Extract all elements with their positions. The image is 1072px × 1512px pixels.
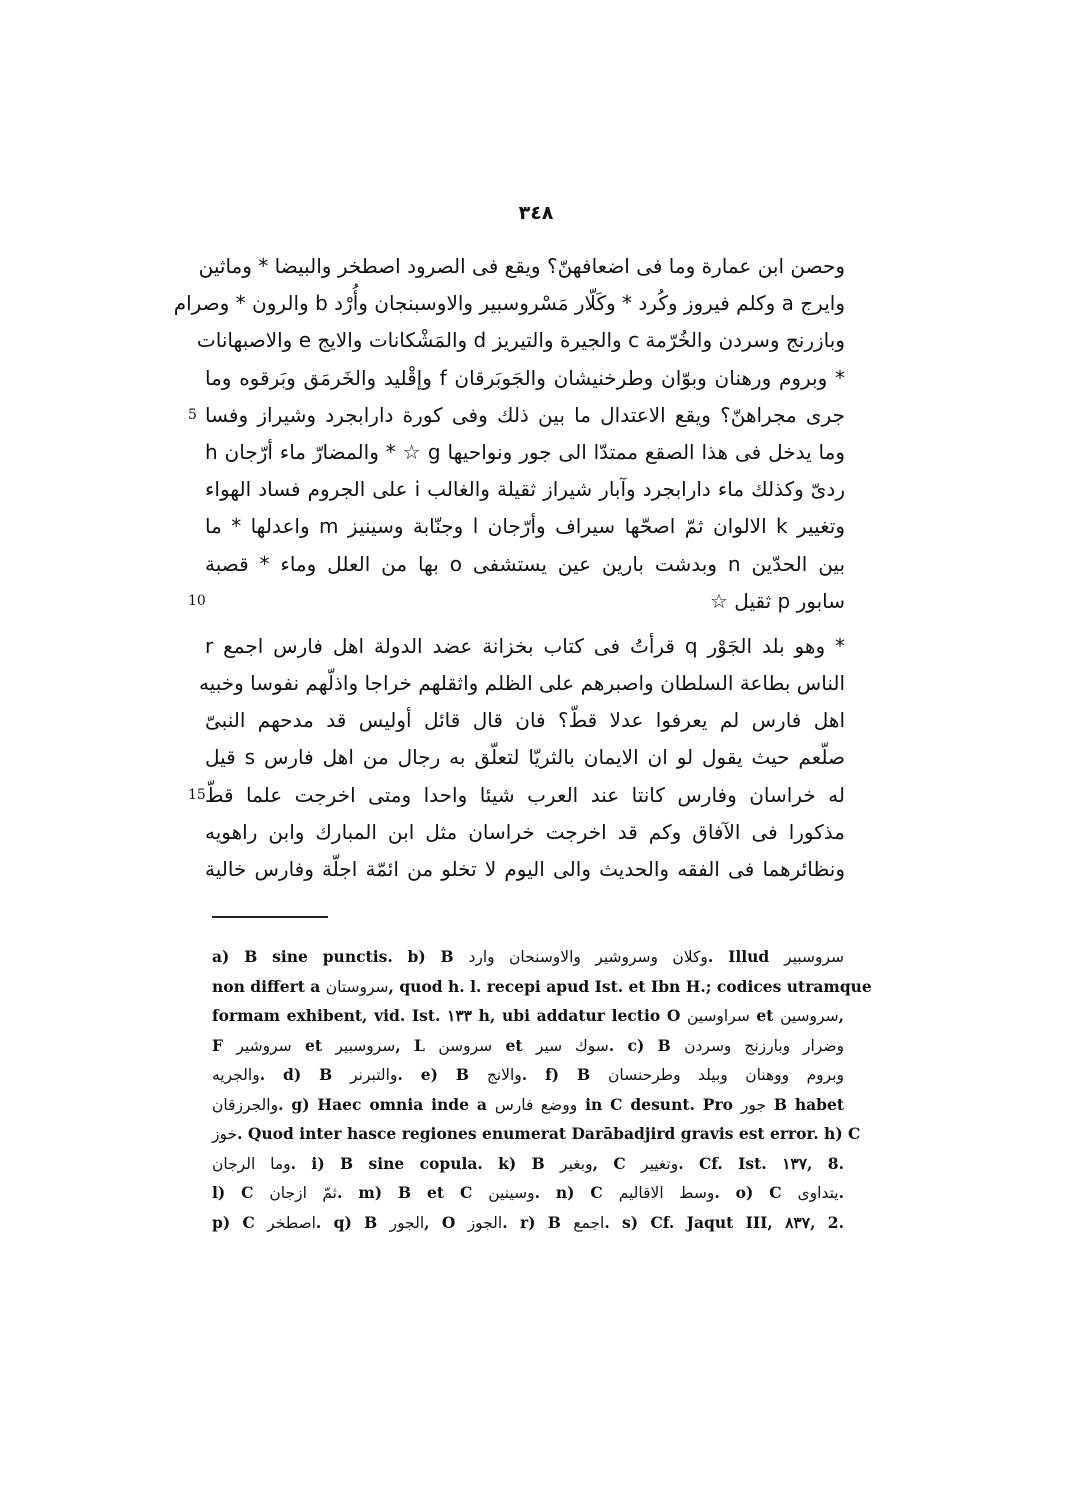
- footnote-text: . r) B: [502, 1212, 574, 1232]
- footnote-line: [212, 1149, 844, 1179]
- line-text: وحصن ابن عمارة وما فى اضعافهنّ؟ ويقع فى الصرود اصطخر والبيضا * وماثين: [198, 254, 845, 278]
- arabic-variant: والانج: [486, 1066, 522, 1084]
- footnote-text: , O: [424, 1212, 468, 1232]
- footnote-text: in C desunt. Pro: [577, 1094, 741, 1114]
- footnote-text: . m) B et C: [337, 1183, 489, 1202]
- arabic-variant: الجور: [389, 1213, 425, 1232]
- paragraph-gap: [205, 620, 845, 628]
- text-line: [188, 397, 845, 434]
- footnote-text: . s) Cf. Jaqut III, ٨٣٧, 2.: [604, 1212, 844, 1232]
- footnote-text: . Cf. Ist. ١٣٧, 8.: [678, 1153, 844, 1173]
- footnote-text: , L: [395, 1035, 439, 1055]
- arabic-variant: الجوز: [467, 1213, 503, 1232]
- line-text: وبازرنج وسردن والخُرّمة c والجيرة والتيريز d والمَشْكانات والايج e والاصبهانات: [196, 328, 845, 353]
- footnote-line: [212, 1178, 844, 1208]
- arabic-variant: والجرزقان: [212, 1095, 279, 1114]
- footnote-text: F: [212, 1035, 237, 1055]
- line-text: وتغيير k الالوان ثمّ اصحّها سيراف وأرّجان l وجنّابة وسينيز m واعدلها * ما: [205, 514, 845, 539]
- arabic-variant: والتبرنر: [350, 1066, 398, 1084]
- text-line: [198, 665, 845, 702]
- line-text: ردىّ وكذلك ماء دارابجرد وآبار شيراز ثقيلة والغالب i على الجروم فساد الهواء: [205, 477, 846, 502]
- line-number: 5: [188, 406, 197, 423]
- text-line: [205, 360, 845, 397]
- footnote-line: [212, 1031, 844, 1061]
- line-text: * وبروم ورهنان وبوّان وطرخنيشان والجَوبَرقان f وإقْليد والخَرمَق وبَرقوه وما: [205, 365, 845, 390]
- arabic-variant: جور: [740, 1095, 766, 1114]
- arabic-variant: ثمّ ازجان: [269, 1184, 337, 1202]
- footnote-text: . i) B sine copula. k) B: [290, 1153, 561, 1173]
- arabic-variant: وسط الاقاليم: [618, 1184, 715, 1202]
- line-text: صلّعم حيث يقول لو ان الايمان بالثريّا لتعلّق به رجال من اهل فارس s قيل: [205, 745, 845, 770]
- footnote-text: a) B sine punctis. b) B: [212, 947, 469, 966]
- arabic-variant: وبروم ووهنان وبيلد وطرحنسان: [608, 1066, 845, 1084]
- arabic-variant: سروسين: [780, 1007, 839, 1025]
- arabic-variant: سروسبير: [335, 1036, 396, 1055]
- arabic-variant: سراوسين: [686, 1007, 750, 1025]
- arabic-variant: اجمع: [573, 1213, 605, 1232]
- footnote-line: [212, 1060, 844, 1090]
- footnote-text: . g) Haec omnia inde a: [278, 1094, 495, 1114]
- footnote-text: . Quod inter hasce regiones enumerat Darābadjird gravis est error. h) C: [237, 1124, 861, 1143]
- line-text: وما يدخل فى هذا الصقع ممتدّا الى جور ونواحيها g ☆ * والمضارّ ماء أرّجان h: [205, 439, 845, 464]
- arabic-variant: سروستان: [325, 977, 389, 996]
- line-text: وايرج a وكلم فيروز وكُرد * وكَلّار مَسْروسبير والاوسبنجان وأُرْد b والرون * وصرام: [173, 291, 845, 316]
- arabic-variant: وضرار وبارزنج وسردن: [684, 1036, 844, 1055]
- footnote-text: . f) B: [521, 1065, 609, 1084]
- footnote-text: formam exhibent, vid. Ist. ١٣٣ h, ubi addatur lectio O: [212, 1006, 687, 1025]
- footnote-text: . n) C: [534, 1183, 619, 1202]
- text-line: [173, 285, 845, 322]
- footnote-text: et: [291, 1035, 336, 1055]
- footnote-text: . q) B: [315, 1212, 390, 1232]
- text-line: [205, 814, 845, 851]
- footnotes: [212, 942, 872, 1237]
- arabic-variant: سروشير: [236, 1036, 292, 1055]
- line-text: ونظائرهما فى الفقه والحديث والى اليوم لا تخلو من ائمّة اجلّة وفارس خالية: [205, 857, 845, 881]
- text-line: [205, 508, 845, 545]
- page-number: ٣٤٨: [518, 202, 554, 224]
- arabic-variant: سروسن: [438, 1036, 493, 1055]
- line-text: بين الحدّين n وبدشت بارين عين يستشفى o بها من العلل وماء * قصبة: [205, 551, 846, 576]
- line-text: سابور p ثقيل ☆: [710, 588, 845, 613]
- footnote-text: non differt a: [212, 976, 326, 996]
- footnote-text: .: [838, 1183, 844, 1202]
- arabic-variant: يتداوى: [797, 1184, 839, 1202]
- arabic-variant: والجريه: [212, 1066, 260, 1084]
- footnote-text: , quod h. l. recepi apud Ist. et Ibn H.; codices utramque: [388, 976, 872, 996]
- text-line: [205, 739, 845, 776]
- arabic-variant: وتغيير: [641, 1154, 679, 1173]
- footnote-line: [212, 972, 872, 1002]
- arabic-variant: وسينين: [488, 1184, 535, 1202]
- text-line: [198, 248, 845, 285]
- arabic-variant: خوز: [212, 1125, 238, 1143]
- text-line: [205, 546, 845, 583]
- footnote-line: [212, 1090, 844, 1120]
- line-number: 15: [188, 786, 206, 803]
- footnote-line: [212, 942, 844, 972]
- line-text: الناس بطاعة السلطان واصبرهم على الظلم واثقلهم خراجا واذلّهم نفوسا وخبيه: [198, 671, 845, 696]
- footnote-text: et: [749, 1006, 781, 1025]
- footnote-text: p) C: [212, 1212, 268, 1232]
- line-text: مذكورا فى الآفاق وكم قد اخرجت خراسان مثل ابن المبارك وابن راهويه: [205, 819, 845, 844]
- line-number: 10: [188, 592, 206, 609]
- footnote-text: . Illud: [707, 947, 785, 966]
- footnote-text: et: [492, 1035, 536, 1055]
- footnote-text: l) C: [212, 1183, 270, 1202]
- arabic-variant: اصطخر: [267, 1213, 316, 1232]
- main-text: [173, 248, 846, 888]
- footnote-line: [212, 1001, 844, 1031]
- text-line: [188, 777, 845, 814]
- footnote-separator: [212, 916, 328, 918]
- footnote-text: . c) B: [608, 1035, 685, 1055]
- arabic-variant: وبغير: [560, 1154, 593, 1173]
- footnote-text: , C: [592, 1153, 642, 1173]
- arabic-variant: وكلان وسروشير والاوسنحان وارد: [468, 948, 708, 966]
- text-line: [205, 471, 845, 508]
- arabic-variant: ووضع فارس: [494, 1095, 578, 1114]
- arabic-variant: وما الرجان: [212, 1154, 291, 1173]
- text-line: [188, 583, 845, 620]
- text-line: [205, 434, 845, 471]
- arabic-variant: سوك سير: [535, 1036, 609, 1055]
- arabic-variant: سروسبير: [784, 948, 844, 966]
- line-text: جرى مجراهنّ؟ ويقع الاعتدال ما بين ذلك وفى كورة دارابجرد وشيراز وفسا: [205, 402, 845, 427]
- footnote-text: . d) B: [259, 1065, 351, 1084]
- footnote-text: . o) C: [714, 1183, 798, 1202]
- line-text: له خراسان وفارس كانتا عند العرب شيئا واحدا ومتى اخرجت علما قطّ: [205, 782, 845, 807]
- footnote-text: B habet: [765, 1094, 844, 1114]
- text-line: [205, 851, 845, 888]
- text-line: [205, 702, 845, 739]
- footnote-text: . e) B: [397, 1065, 487, 1084]
- footnote-line: [212, 1208, 844, 1238]
- line-text: اهل فارس لم يعرفوا عدلا قطّ؟ فان قال قائل أوليس قد مدحهم النبىّ: [205, 708, 845, 733]
- footnote-line: [212, 1119, 861, 1149]
- text-line: [205, 628, 845, 665]
- text-line: [196, 322, 845, 359]
- line-text: * وهو بلد الجَوْر q قرأتُ فى كتاب بخزانة عضد الدولة اهل فارس اجمع r: [205, 633, 846, 658]
- footnote-text: ,: [838, 1006, 844, 1025]
